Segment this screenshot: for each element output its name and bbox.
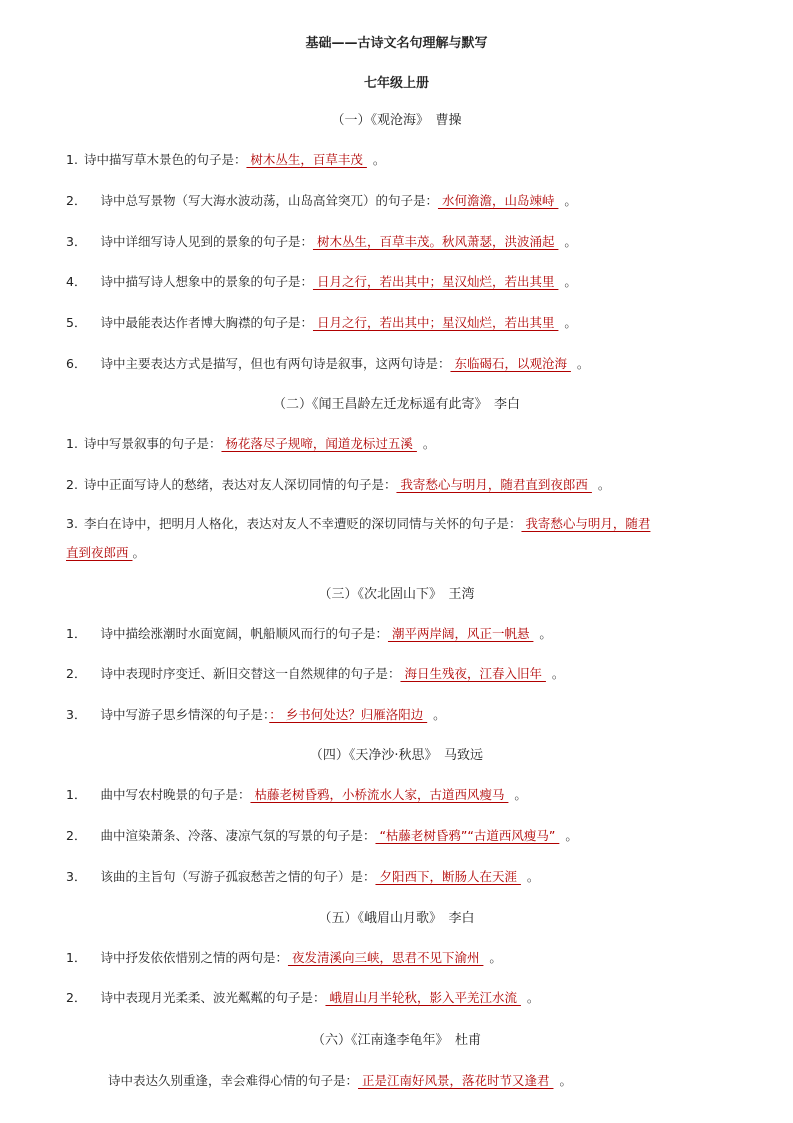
line-end-punctuation: 。: [564, 193, 577, 208]
answer-text: 水何澹澹，山岛竦峙: [437, 193, 559, 208]
question-prompt: 诗中表达久别重逢，幸会难得心情的句子是：: [108, 1073, 359, 1088]
page-subtitle: 七年级上册: [363, 76, 429, 91]
answer-text: 日月之行，若出其中；星汉灿烂，若出其里: [312, 315, 559, 330]
line-end-punctuation: 。: [597, 477, 611, 492]
line-end-punctuation: 。: [526, 869, 540, 884]
answer-text: 我寄愁心与明月，随君直到夜郎西: [396, 477, 592, 492]
question-prompt: 诗中写景叙事的句子是：: [83, 436, 222, 451]
answer-text: 夜发清溪向三峡，思君不见下渝州: [287, 950, 484, 965]
answer-text: 夕阳西下，断肠人在天涯: [375, 869, 521, 884]
section-heading: （一）《观沧海》 曹操: [331, 113, 462, 128]
question-prompt: 该曲的主旨句（写游子孤寂愁苦之情的句子）是：: [100, 869, 376, 884]
question-number: 1．: [66, 626, 87, 641]
question-number: 1．: [66, 787, 87, 802]
question-prompt: 李白在诗中，把明月人格化，表达对友人不幸遭贬的深切同情与关怀的句子是：: [83, 516, 522, 531]
question-line: [66, 948, 502, 966]
answer-text: 海日生残夜，江春入旧年: [400, 666, 546, 681]
section-heading: （三）《次北固山下》 王湾: [318, 587, 475, 602]
question-number: 2．: [66, 193, 87, 208]
question-line: [66, 434, 435, 452]
answer-text: “枯藤老树昏鸦”“古道西风瘦马”: [375, 828, 560, 843]
line-end-punctuation: 。: [551, 666, 565, 681]
question-number: 2．: [66, 828, 87, 843]
question-number: 2．: [66, 666, 87, 681]
answer-text-continued: 直到夜郎西: [66, 545, 133, 560]
answer-text: 枯藤老树昏鸦，小桥流水人家，古道西风瘦马: [250, 787, 509, 802]
question-prompt: 诗中写游子思乡情深的句子是：: [100, 707, 270, 722]
answer-text: 我寄愁心与明月，随君: [521, 516, 651, 531]
section-heading: （六）《江南逢李龟年》 杜甫: [311, 1033, 481, 1048]
line-end-punctuation: 。: [422, 436, 436, 451]
question-line: [66, 354, 589, 372]
question-line: [66, 826, 578, 844]
section-heading: （四）《天净沙·秋思》 马致远: [309, 748, 484, 763]
question-line: [66, 232, 577, 250]
line-end-punctuation: 。: [132, 545, 145, 560]
line-end-punctuation: 。: [539, 626, 552, 641]
line-end-punctuation: 。: [564, 234, 577, 249]
question-prompt: 曲中写农村晚景的句子是：: [100, 787, 251, 802]
question-number: 6．: [66, 356, 87, 371]
question-number: 2．: [66, 990, 87, 1005]
question-line: [66, 150, 385, 168]
line-end-punctuation: 。: [564, 274, 577, 289]
line-end-punctuation: 。: [564, 315, 577, 330]
question-line: [66, 313, 577, 331]
line-end-punctuation: 。: [489, 950, 502, 965]
question-line: [108, 1071, 572, 1089]
line-end-punctuation: 。: [372, 152, 386, 167]
answer-text: 正是江南好风景，落花时节又逢君: [358, 1073, 554, 1088]
line-end-punctuation: 。: [433, 707, 446, 722]
question-line: [66, 867, 539, 885]
question-prompt: 诗中总写景物（写大海水波动荡，山岛高耸突兀）的句子是：: [100, 193, 438, 208]
line-end-punctuation: 。: [576, 356, 590, 371]
question-number: 3．: [66, 234, 87, 249]
answer-text: 潮平两岸阔，风正一帆悬: [387, 626, 534, 641]
answer-text: 树木丛生，百草丰茂: [246, 152, 367, 167]
answer-text: 东临碣石，以观沧海: [450, 356, 571, 371]
answer-text: 树木丛生，百草丰茂。秋风萧瑟，洪波涌起: [312, 234, 559, 249]
question-prompt: 诗中描写草木景色的句子是：: [83, 152, 247, 167]
question-prompt: 诗中最能表达作者博大胸襟的句子是：: [100, 315, 313, 330]
question-number: 1．: [66, 950, 87, 965]
question-line: [66, 475, 610, 493]
question-prompt: 诗中表现时序变迁、新旧交替这一自然规律的句子是：: [100, 666, 401, 681]
question-line: [66, 785, 527, 803]
line-end-punctuation: 。: [514, 787, 527, 802]
question-number: 3．: [66, 707, 87, 722]
answer-text: 日月之行，若出其中；星汉灿烂，若出其里: [312, 274, 559, 289]
question-prompt: 诗中详细写诗人见到的景象的句子是：: [100, 234, 313, 249]
question-number: 3．: [66, 869, 87, 884]
question-number: 5．: [66, 315, 87, 330]
line-end-punctuation: 。: [565, 828, 578, 843]
question-line: [66, 664, 564, 682]
question-prompt: 诗中描写诗人想象中的景象的句子是：: [100, 274, 313, 289]
line-end-punctuation: 。: [526, 990, 540, 1005]
question-number: 2.: [66, 477, 78, 492]
question-number: 1.: [66, 436, 78, 451]
section-heading: （五）《峨眉山月歌》 李白: [318, 911, 475, 926]
section-heading: （二）《闻王昌龄左迁龙标遥有此寄》 李白: [272, 397, 520, 412]
question-prompt: 诗中表现月光柔柔、波光粼粼的句子是：: [100, 990, 326, 1005]
question-number: 4．: [66, 274, 87, 289]
line-end-punctuation: 。: [559, 1073, 572, 1088]
answer-text: 杨花落尽子规啼，闻道龙标过五溪: [221, 436, 417, 451]
question-line: [66, 705, 446, 723]
question-number: 3.: [66, 516, 78, 531]
question-prompt: 诗中主要表达方式是描写，但也有两句诗是叙事，这两句诗是：: [100, 356, 451, 371]
question-number: 1.: [66, 152, 78, 167]
question-line: [66, 624, 552, 642]
question-prompt: 诗中抒发依依惜别之情的两句是：: [100, 950, 288, 965]
question-line-continued: [66, 543, 145, 561]
question-prompt: 曲中渲染萧条、冷落、凄凉气氛的写景的句子是：: [100, 828, 376, 843]
answer-text: 峨眉山月半轮秋，影入平羌江水流: [325, 990, 521, 1005]
question-line: [66, 988, 539, 1006]
question-line: [66, 191, 577, 209]
page-title: 基础——古诗文名句理解与默写: [305, 36, 488, 51]
question-prompt: 诗中描绘涨潮时水面宽阔，帆船顺风而行的句子是：: [100, 626, 388, 641]
question-prompt: 诗中正面写诗人的愁绪，表达对友人深切同情的句子是：: [83, 477, 397, 492]
question-line: [66, 514, 650, 532]
answer-text: ： 乡书何处达？归雁洛阳边: [269, 707, 428, 722]
question-line: [66, 272, 577, 290]
